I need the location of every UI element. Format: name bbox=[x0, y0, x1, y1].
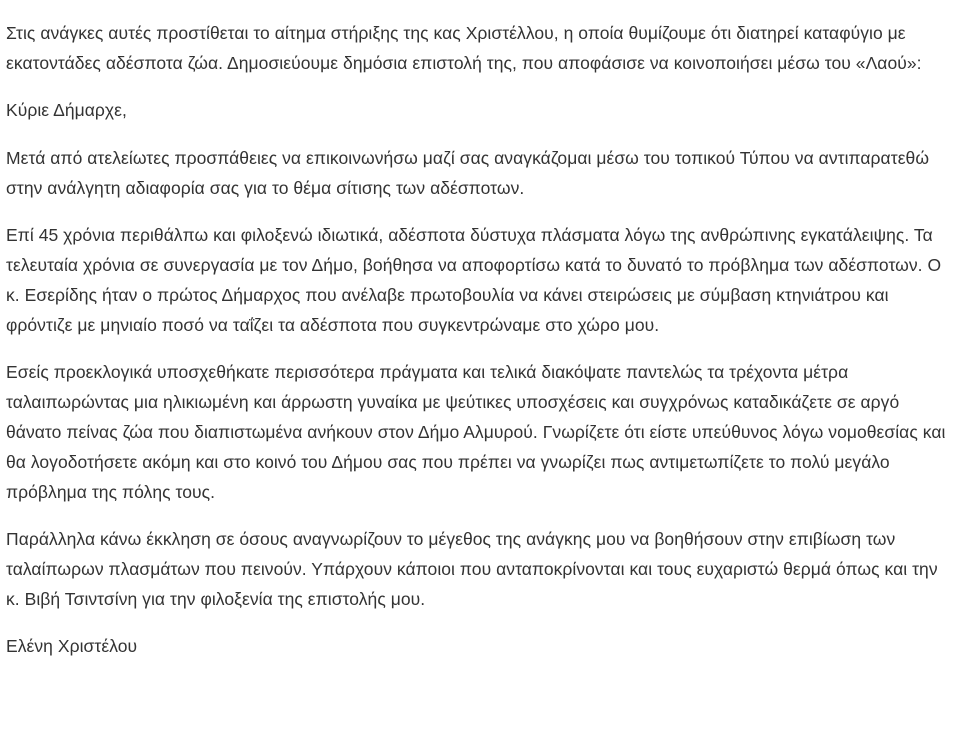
letter-paragraph: Επί 45 χρόνια περιθάλπω και φιλοξενώ ιδιωτικά, αδέσποτα δύστυχα πλάσματα λόγω της ανθρώπινης εγκατάλειψης. Τα τελευταία χρόνια σε συνεργασία με τον Δήμο, βοήθησα να αποφορτίσω κατά το δυνατό το πρόβλημα των αδέσποτων. Ο κ. Εσερίδης ήταν ο πρώτος Δήμαρχος που ανέλαβε πρωτοβουλία να κάνει στειρώσεις με σύμβαση κτηνιάτρου και φρόντιζε με μηνιαίο ποσό να ταΐζει τα αδέσποτα που συγκεντρώναμε στο χώρο μου. bbox=[6, 225, 942, 335]
letter-paragraph: Παράλληλα κάνω έκκληση σε όσους αναγνωρίζουν το μέγεθος της ανάγκης μου να βοηθήσουν στην επιβίωση των ταλαίπωρων πλασμάτων που πεινούν. Υπάρχουν κάποιοι που ανταποκρίνονται και τους ευχαριστώ θερμά όπως και την κ. Βιβή Τσιντσίνη για την φιλοξενία της επιστολής μου. bbox=[6, 529, 938, 609]
signature: Ελένη Χριστέλου bbox=[6, 636, 138, 656]
article-body bbox=[6, 18, 950, 679]
salutation: Κύριε Δήμαρχε, bbox=[6, 100, 127, 120]
letter-paragraph: Εσείς προεκλογικά υποσχεθήκατε περισσότερα πράγματα και τελικά διακόψατε παντελώς τα τρέχοντα μέτρα ταλαιπωρώντας μια ηλικιωμένη και άρρωστη γυναίκα με ψεύτικες υποσχέσεις και συγχρόνως καταδικάζετε σε αργό θάνατο πείνας ζώα που διαπιστωμένα ανήκουν στον Δήμο Αλμυρού. Γνωρίζετε ότι είστε υπεύθυνος λόγω νομοθεσίας και θα λογοδοτήσετε ακόμη και στο κοινό του Δήμου σας που πρέπει να γνωρίζει πως αντιμετωπίζετε το πολύ μεγάλο πρόβλημα της πόλης τους. bbox=[6, 362, 946, 502]
letter-paragraph: Μετά από ατελείωτες προσπάθειες να επικοινωνήσω μαζί σας αναγκάζομαι μέσω του τοπικού Τύπου να αντιπαρατεθώ στην ανάλγητη αδιαφορία σας για το θέμα σίτισης των αδέσποτων. bbox=[6, 148, 930, 198]
intro-paragraph: Στις ανάγκες αυτές προστίθεται το αίτημα στήριξης της κας Χριστέλλου, η οποία θυμίζουμε ότι διατηρεί καταφύγιο με εκατοντάδες αδέσποτα ζώα. Δημοσιεύουμε δημόσια επιστολή της, που αποφάσισε να κοινοποιήσει μέσω του «Λαού»: bbox=[6, 23, 922, 73]
